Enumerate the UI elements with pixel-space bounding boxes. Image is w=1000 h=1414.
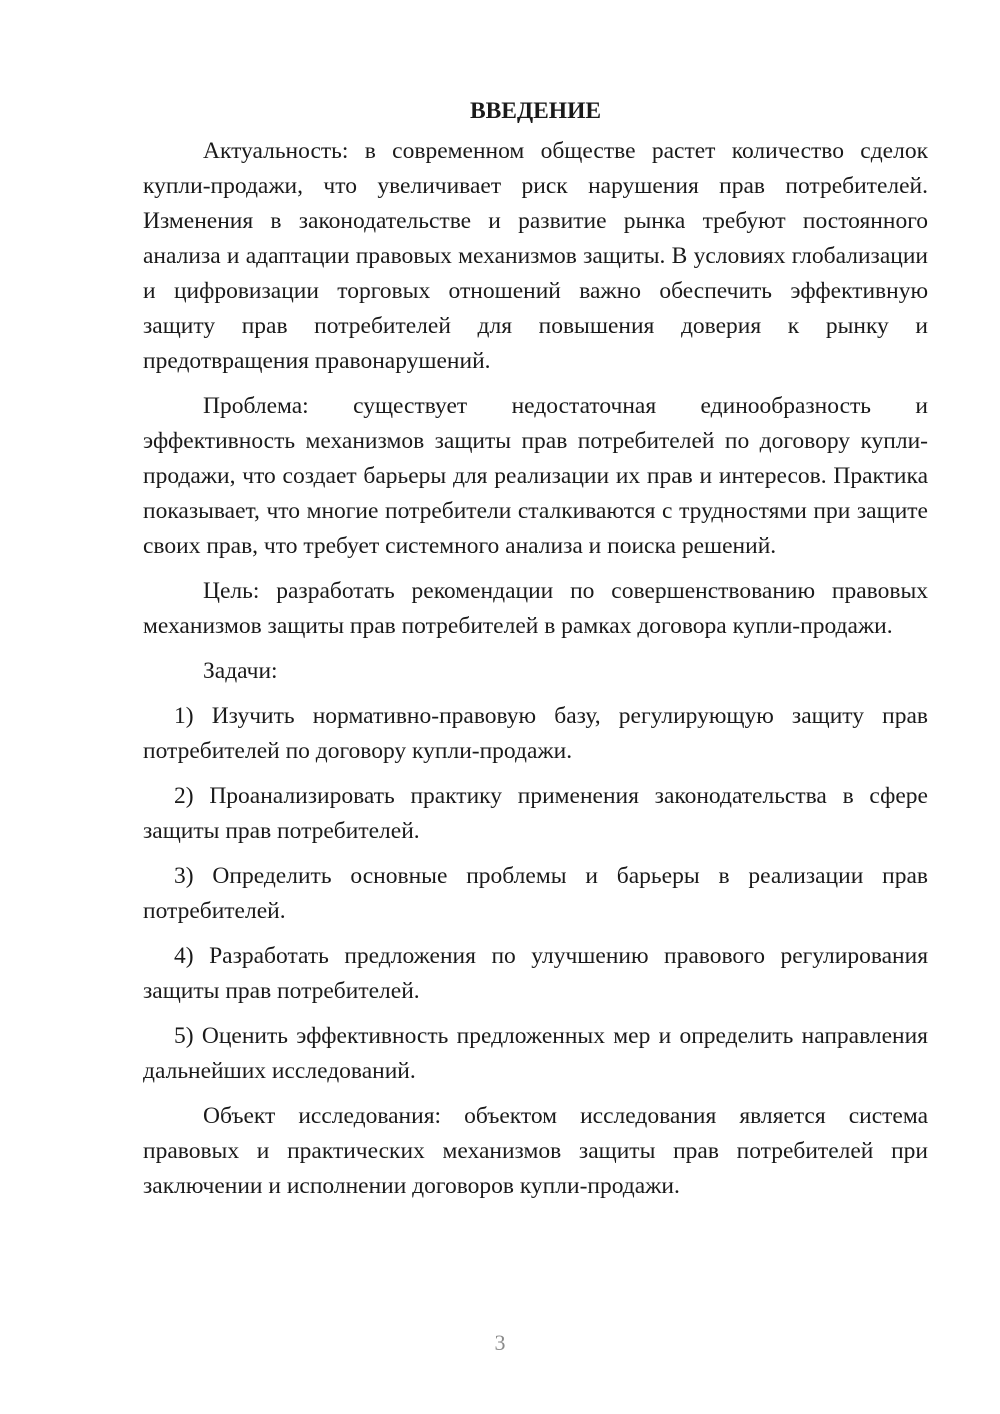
problem-paragraph: Проблема: существует недостаточная единообразность и эффективность механизмов защиты прав потребителей по договору купли-продажи, что создает барьеры для реализации их прав и интересов. Практика показывает, что многие потребители сталкиваются с трудностями при защите своих прав, что требует системного анализа и поиска решений. xyxy=(143,393,928,559)
task-item: 5) Оценить эффективность предложенных мер и определить направления дальнейших исследований. xyxy=(143,1023,928,1084)
goal-paragraph: Цель: разработать рекомендации по совершенствованию правовых механизмов защиты прав потребителей в рамках договора купли-продажи. xyxy=(143,578,928,639)
page-title: ВВЕДЕНИЕ xyxy=(469,98,602,124)
task-item: 1) Изучить нормативно-правовую базу, регулирующую защиту прав потребителей по договору купли-продажи. xyxy=(143,703,928,764)
relevance-paragraph: Актуальность: в современном обществе растет количество сделок купли-продажи, что увеличивает риск нарушения прав потребителей. Изменения в законодательстве и развитие рынка требуют постоянного анализа и адаптации правовых механизмов защиты. В условиях глобализации и цифровизации торговых отношений важно обеспечить эффективную защиту прав потребителей для повышения доверия к рынку и предотвращения правонарушений. xyxy=(143,138,928,374)
object-paragraph: Объект исследования: объектом исследования является система правовых и практических механизмов защиты прав потребителей при заключении и исполнении договоров купли-продажи. xyxy=(143,1103,928,1199)
task-item: 3) Определить основные проблемы и барьеры в реализации прав потребителей. xyxy=(143,863,928,924)
tasks-heading: Задачи: xyxy=(203,658,278,684)
task-item: 2) Проанализировать практику применения законодательства в сфере защиты прав потребителей. xyxy=(143,783,928,844)
task-item: 4) Разработать предложения по улучшению правового регулирования защиты прав потребителей. xyxy=(143,943,928,1004)
document-page xyxy=(143,92,928,1214)
page-number: 3 xyxy=(494,1330,506,1355)
